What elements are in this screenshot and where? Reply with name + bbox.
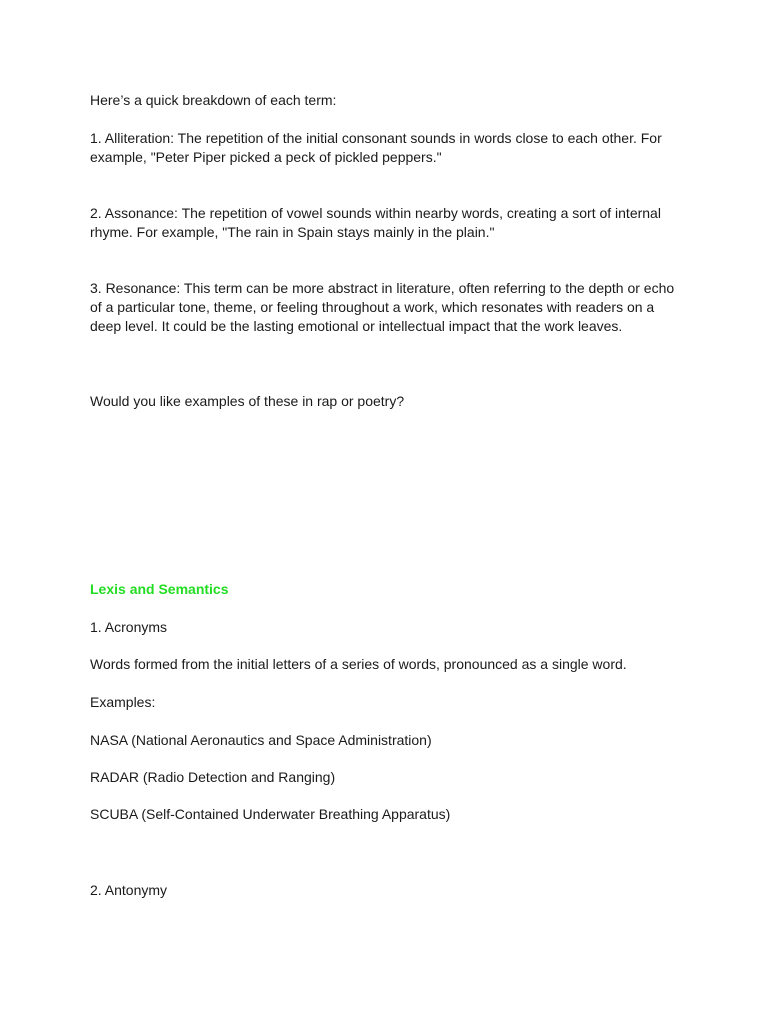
antonymy-heading: 2. Antonymy xyxy=(90,882,168,898)
acronyms-heading: 1. Acronyms xyxy=(90,619,168,635)
examples-label: Examples: xyxy=(90,694,156,710)
intro-text: Here’s a quick breakdown of each term: xyxy=(90,92,337,108)
term-assonance: 2. Assonance: The repetition of vowel sounds within nearby words, creating a sort of internal rhyme. For example, "The rain in Spain stays mainly in the plain." xyxy=(90,205,661,240)
term-alliteration: 1. Alliteration: The repetition of the initial consonant sounds in words close to each other. For example, "Peter Piper picked a peck of pickled peppers." xyxy=(90,130,662,165)
example-item: NASA (National Aeronautics and Space Administration) xyxy=(90,732,432,748)
term-resonance: 3. Resonance: This term can be more abstract in literature, often referring to the depth or echo of a particular tone, theme, or feeling throughout a work, which resonates with readers on a deep level. It could be the lasting emotional or intellectual impact that the work leaves. xyxy=(90,280,675,334)
section-heading: Lexis and Semantics xyxy=(90,581,229,597)
example-item: RADAR (Radio Detection and Ranging) xyxy=(90,769,336,785)
example-item: SCUBA (Self-Contained Underwater Breathing Apparatus) xyxy=(90,806,451,822)
acronyms-definition: Words formed from the initial letters of a series of words, pronounced as a single word. xyxy=(90,656,627,672)
follow-up-question: Would you like examples of these in rap or poetry? xyxy=(90,393,405,409)
